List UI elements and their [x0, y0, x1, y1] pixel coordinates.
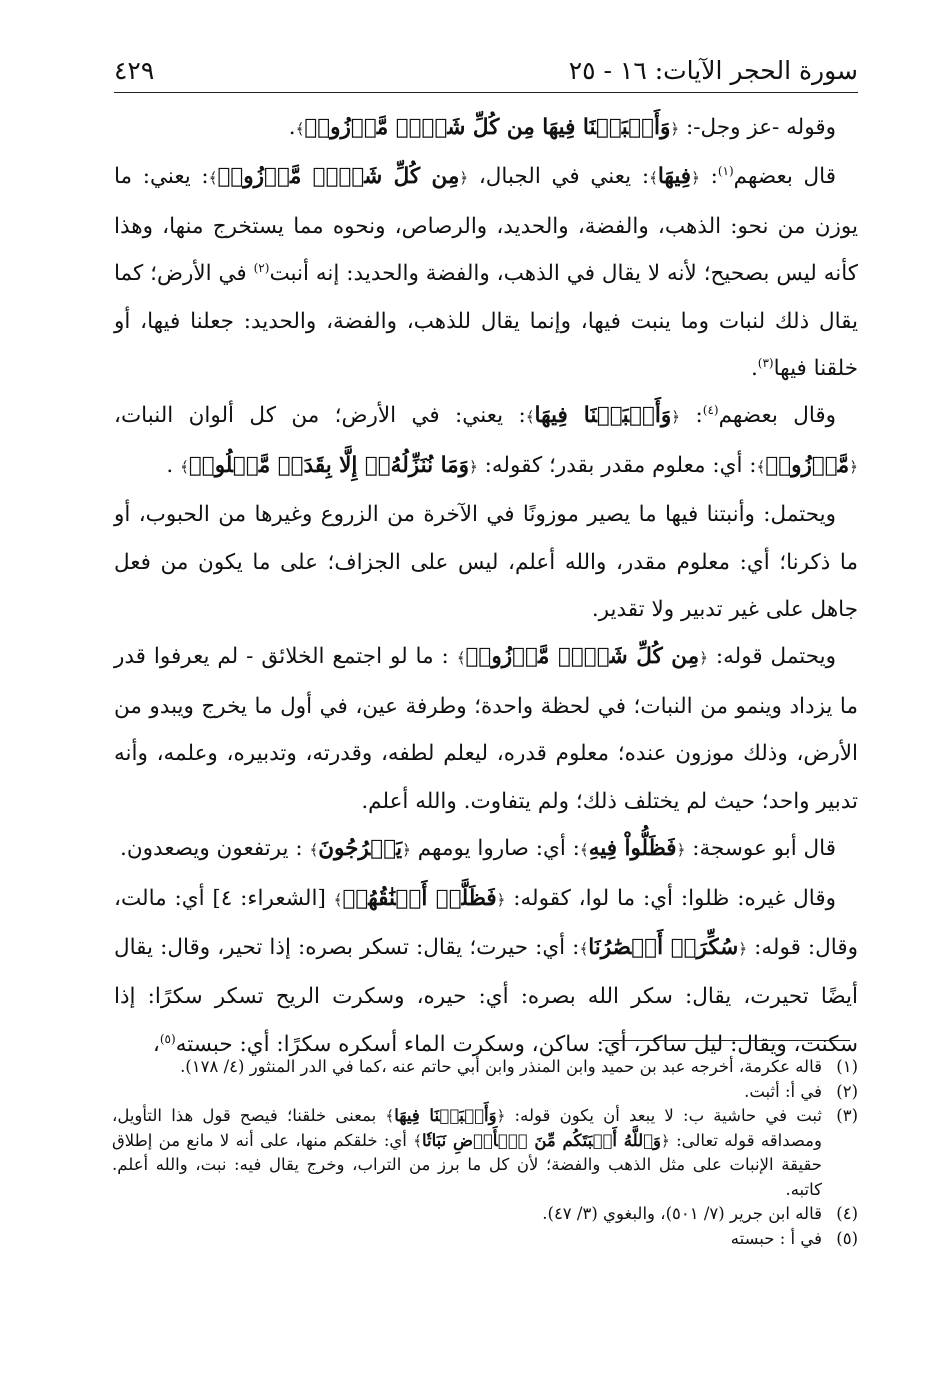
quran-text: فِيهَا — [657, 164, 692, 190]
text-run: : يعني في الجبال، — [468, 164, 650, 190]
text-run: ويحتمل قوله: — [707, 644, 836, 670]
text-run: في أ: أثبت. — [744, 1081, 822, 1101]
text-run: وقوله -عز وجل-: — [679, 115, 836, 140]
quran-text: وَأَنۢبَتۡنَا فِيهَا — [394, 1106, 497, 1125]
footnote — [112, 1080, 858, 1105]
quran-text: فَظَلُّواْ فِيهِ — [588, 836, 677, 862]
footnote-number: (٣) — [836, 1106, 858, 1125]
quran-quote — [385, 1106, 505, 1125]
ornate-bracket-close: ﴾ — [208, 169, 218, 188]
quran-text: مِن كُلِّ شَيۡءٖ مَّوۡزُونٖ — [465, 644, 700, 670]
ornate-bracket-close: ﴾ — [413, 1131, 422, 1150]
quran-quote — [180, 453, 478, 478]
text-run: وقال بعضهم — [718, 403, 837, 429]
footnote-number: (٥) — [836, 1228, 858, 1248]
text-run: : — [680, 403, 703, 429]
quran-text: وَٱللَّهُ أَنۢبَتَكُم مِّنَ ٱلۡأَرۡضِ نَبَاتٗا — [422, 1130, 661, 1150]
footnote-text — [112, 1080, 822, 1105]
quran-quote — [296, 115, 680, 140]
quran-quote — [580, 836, 685, 861]
ornate-bracket-open: ﴿ — [699, 649, 708, 668]
page-number: ٤٢٩ — [114, 56, 155, 85]
ornate-bracket-close: ﴾ — [525, 408, 535, 427]
quran-text: مَّوۡزُونٖ — [765, 452, 850, 478]
ornate-bracket-close: ﴾ — [649, 169, 658, 188]
quran-quote — [334, 886, 506, 911]
ornate-bracket-open: ﴿ — [496, 1107, 506, 1125]
footnote-text — [112, 1202, 822, 1227]
ornate-bracket-open: ﴿ — [660, 1131, 670, 1150]
text-run: . — [166, 452, 181, 478]
main-text — [114, 104, 858, 1068]
ornate-bracket-open: ﴿ — [671, 408, 681, 427]
text-run: : — [699, 164, 718, 190]
footnote — [112, 1104, 858, 1202]
ornate-bracket-close: ﴾ — [456, 649, 466, 668]
ornate-bracket-open: ﴿ — [691, 169, 700, 188]
ornate-bracket-close: ﴾ — [333, 890, 343, 909]
footnote-text — [112, 1104, 822, 1202]
text-run: أي: خلقكم منها، على أنه لا مانع من إطلاق حقيقة الإنبات على مثل الذهب والفضة؛ لأن كل ما برز من التراب، وخرج يقال فيه: نبت، والله أعلم. كاتبه. — [112, 1130, 822, 1199]
footnote-text — [112, 1227, 822, 1252]
footnote-ref: (٤) — [702, 403, 719, 418]
text-run: : يرتفعون ويصعدون. — [120, 836, 310, 862]
text-run: [الشعراء: ٤] أي: مالت، وقال: قوله: — [114, 885, 858, 960]
text-run: في الأرض؛ كما يقال ذلك لنبات وما ينبت فيها، وإنما يقال للذهب، والفضة، والحديد: جعلنا فيها، أو خلقنا فيها — [114, 261, 858, 382]
footnote-number: (٤) — [836, 1204, 858, 1223]
paragraph — [114, 104, 858, 153]
footnote — [112, 1055, 858, 1080]
footnote-separator — [602, 1040, 850, 1041]
quran-quote — [209, 164, 468, 189]
text-run: قال بعضهم — [733, 164, 836, 190]
footnote-number: (١) — [836, 1057, 858, 1076]
text-run: : يعني: ما يوزن من نحو: الذهب، والفضة، والحديد، والرصاص، ونحوه مما يستخرج منها، وهذا كأنه ليس بصحيح؛ لأنه لا يقال في الذهب، والفضة والحديد: إنه أنبت — [114, 164, 858, 287]
paragraph — [114, 392, 858, 491]
quran-text: وَأَنۢبَتۡنَا فِيهَا مِن كُلِّ شَيۡءٖ مَّوۡزُونٖ — [304, 115, 671, 140]
footnote-ref: (٢) — [253, 261, 270, 276]
quran-quote — [579, 935, 747, 960]
text-run: وقال غيره: ظلوا: أي: ما لوا، كقوله: — [505, 885, 836, 911]
quran-text: فَظَلَّتۡ أَعۡنَٰقُهُمۡ — [342, 885, 497, 911]
ornate-bracket-open: ﴿ — [469, 457, 478, 476]
footnote-number: (٢) — [836, 1081, 858, 1101]
ornate-bracket-close: ﴾ — [295, 120, 305, 138]
footnote — [112, 1227, 858, 1252]
ornate-bracket-close: ﴾ — [579, 939, 589, 958]
footnote-ref: (١) — [717, 164, 734, 179]
text-run: قال أبو عوسجة: — [685, 836, 836, 862]
paragraph — [114, 153, 858, 392]
text-run: : أي: حيرت؛ يقال: تسكر بصره: إذا تحير، وقال: يقال أيضًا تحيرت، يقال: سكر الله بصره: أي: حيره، وسكرت الريح تسكر سكرًا: إذا سكنت، ويقال: ليل ساكر، أي: ساكن، وسكرت الماء أسكره سكرًا: أي: حبسته — [114, 934, 858, 1057]
quran-quote — [413, 1131, 670, 1150]
text-run: : أي: معلوم مقدر بقدر؛ كقوله: — [477, 452, 757, 478]
ornate-bracket-open: ﴿ — [849, 457, 858, 476]
paragraph — [114, 491, 858, 633]
paragraph — [114, 825, 858, 874]
quran-text: سُكِّرَتۡ أَبۡصَٰرُنَا — [588, 934, 739, 960]
ornate-bracket-open: ﴿ — [496, 890, 506, 909]
paragraph — [114, 633, 858, 825]
ornate-bracket-close: ﴾ — [309, 841, 319, 860]
ornate-bracket-open: ﴿ — [670, 120, 680, 138]
ornate-bracket-close: ﴾ — [385, 1107, 395, 1125]
text-run: . — [288, 115, 296, 140]
ornate-bracket-close: ﴾ — [756, 457, 766, 476]
quran-text: مِن كُلِّ شَيۡءٖ مَّوۡزُونٖ — [217, 164, 460, 190]
footnotes — [112, 1055, 858, 1251]
running-header — [114, 54, 858, 93]
footnote-ref: (٣) — [757, 355, 774, 370]
text-run: : يعني: في الأرض؛ من كل ألوان النبات، — [114, 403, 526, 429]
ornate-bracket-open: ﴿ — [459, 169, 469, 188]
quran-quote — [526, 403, 680, 428]
text-run: . — [750, 356, 758, 382]
ornate-bracket-open: ﴿ — [738, 939, 748, 958]
quran-text: وَمَا نُنَزِّلُهُۥٓ إِلَّا بِقَدَرٖ مَّعۡلُومٖ — [188, 452, 470, 478]
footnote-ref: (٥) — [159, 1031, 176, 1046]
footnote-text — [112, 1055, 822, 1080]
text-run: في أ : حبسته — [730, 1228, 822, 1248]
ornate-bracket-close: ﴾ — [579, 841, 589, 860]
text-run: بمعنى خلقنا؛ فيصح قول هذا التأويل، ومصداقه قوله تعالى: — [112, 1106, 822, 1150]
quran-text: وَأَنۢبَتۡنَا فِيهَا — [534, 403, 672, 429]
quran-quote — [457, 644, 708, 669]
text-run: ، — [152, 1031, 160, 1057]
text-run: : ما لو اجتمع الخلائق - لم يعرفوا قدر ما يزداد وينمو من النبات؛ في لحظة واحدة؛ وطرفة عين، في أول ما يخرج ويبدو من الأرض، وذلك موزون عنده؛ معلوم قدره، ليعلم لطفه، وقدرته، وتدبيره، وعلمه، وأنه تدبير واحد؛ حيث لم يختلف ذلك؛ ولم يتفاوت. والله أعلم. — [114, 644, 858, 814]
ornate-bracket-open: ﴿ — [402, 841, 411, 860]
text-run: ثبت في حاشية ب: لا يبعد أن يكون قوله: — [505, 1106, 822, 1125]
quran-quote — [649, 164, 700, 189]
footnote — [112, 1202, 858, 1227]
header-title: سورة الحجر الآيات: ١٦ - ٢٥ — [568, 56, 858, 85]
ornate-bracket-close: ﴾ — [180, 457, 189, 476]
quran-quote — [757, 453, 858, 478]
quran-quote — [309, 836, 410, 861]
text-run: ويحتمل: وأنبتنا فيها ما يصير موزونًا في الآخرة من الزروع وغيرها من الحبوب، أو ما ذكرنا؛ أي: معلوم مقدر، والله أعلم، ليس على الجزاف؛ على ما يكون من فعل جاهل على غير تدبير ولا تقدير. — [114, 502, 858, 623]
text-run: قاله عكرمة، أخرجه عبد بن حميد وابن المنذر وابن أبي حاتم عنه ،كما في الدر المنثور (٤/ ١٧٨). — [180, 1057, 822, 1076]
ornate-bracket-open: ﴿ — [676, 841, 686, 860]
quran-text: يَعۡرُجُونَ — [318, 836, 403, 862]
text-run: : أي: صاروا يومهم — [410, 836, 580, 862]
text-run: قاله ابن جرير (٧/ ٥٠١)، والبغوي (٣/ ٤٧). — [542, 1204, 822, 1223]
